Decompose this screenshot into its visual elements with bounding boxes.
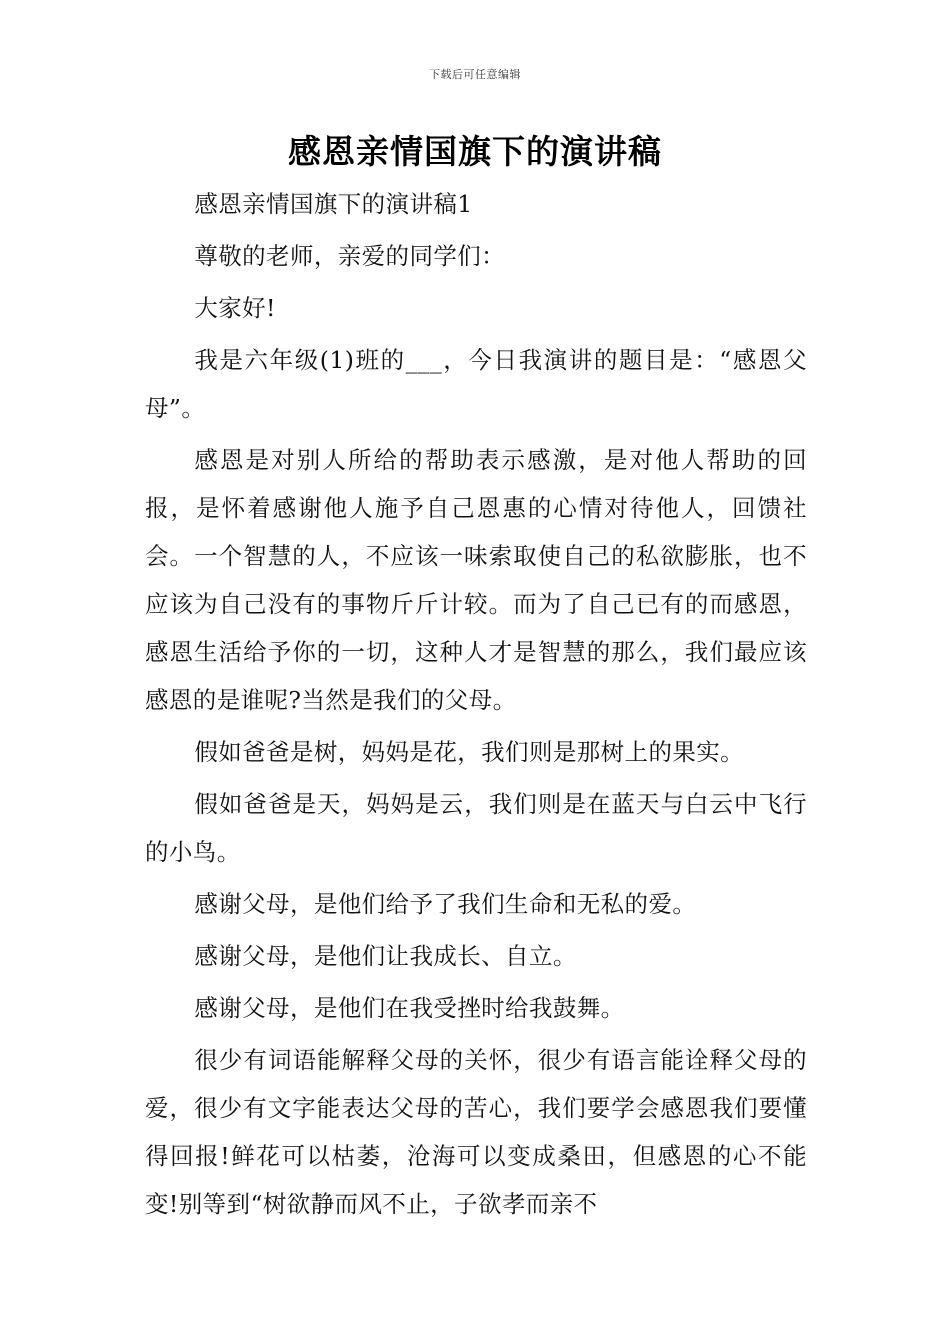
body-paragraph: 感谢父母，是他们在我受挫时给我鼓舞。: [194, 994, 625, 1022]
body-paragraph: 感谢父母，是他们让我成长、自立。: [194, 942, 577, 970]
body-paragraph: 假如爸爸是树，妈妈是花，我们则是那树上的果实。: [194, 738, 745, 766]
header-note: 下载后可任意编辑: [429, 68, 521, 81]
document-body: [145, 180, 807, 1228]
greeting: 大家好!: [194, 294, 276, 322]
salutation: 尊敬的老师，亲爱的同学们：: [194, 242, 506, 270]
document-title: 感恩亲情国旗下的演讲稿: [288, 132, 662, 171]
body-paragraph: 很少有词语能解释父母的关怀，很少有语言能诠释父母的爱，很少有文字能表达父母的苦心，我们要学会感恩我们要懂得回报!鲜花可以枯萎，沧海可以变成桑田，但感恩的心不能变!别等到“树欲静而风不止，子欲孝而亲不: [145, 1046, 807, 1218]
body-paragraph: 感谢父母，是他们给予了我们生命和无私的爱。: [194, 890, 697, 918]
body-paragraph: 假如爸爸是天，妈妈是云，我们则是在蓝天与白云中飞行的小鸟。: [145, 790, 807, 866]
body-paragraph: 感恩是对别人所给的帮助表示感激，是对他人帮助的回报，是怀着感谢他人施予自己恩惠的心情对待他人，回馈社会。一个智慧的人，不应该一味索取使自己的私欲膨胀，也不应该为自己没有的事物斤斤计较。而为了自己已有的而感恩，感恩生活给予你的一切，这种人才是智慧的那么，我们最应该感恩的是谁呢?当然是我们的父母。: [145, 446, 807, 714]
speech-subtitle: 感恩亲情国旗下的演讲稿1: [194, 190, 473, 218]
intro-paragraph: 我是六年级(1)班的___，今日我演讲的题目是：“感恩父母”。: [145, 346, 807, 422]
